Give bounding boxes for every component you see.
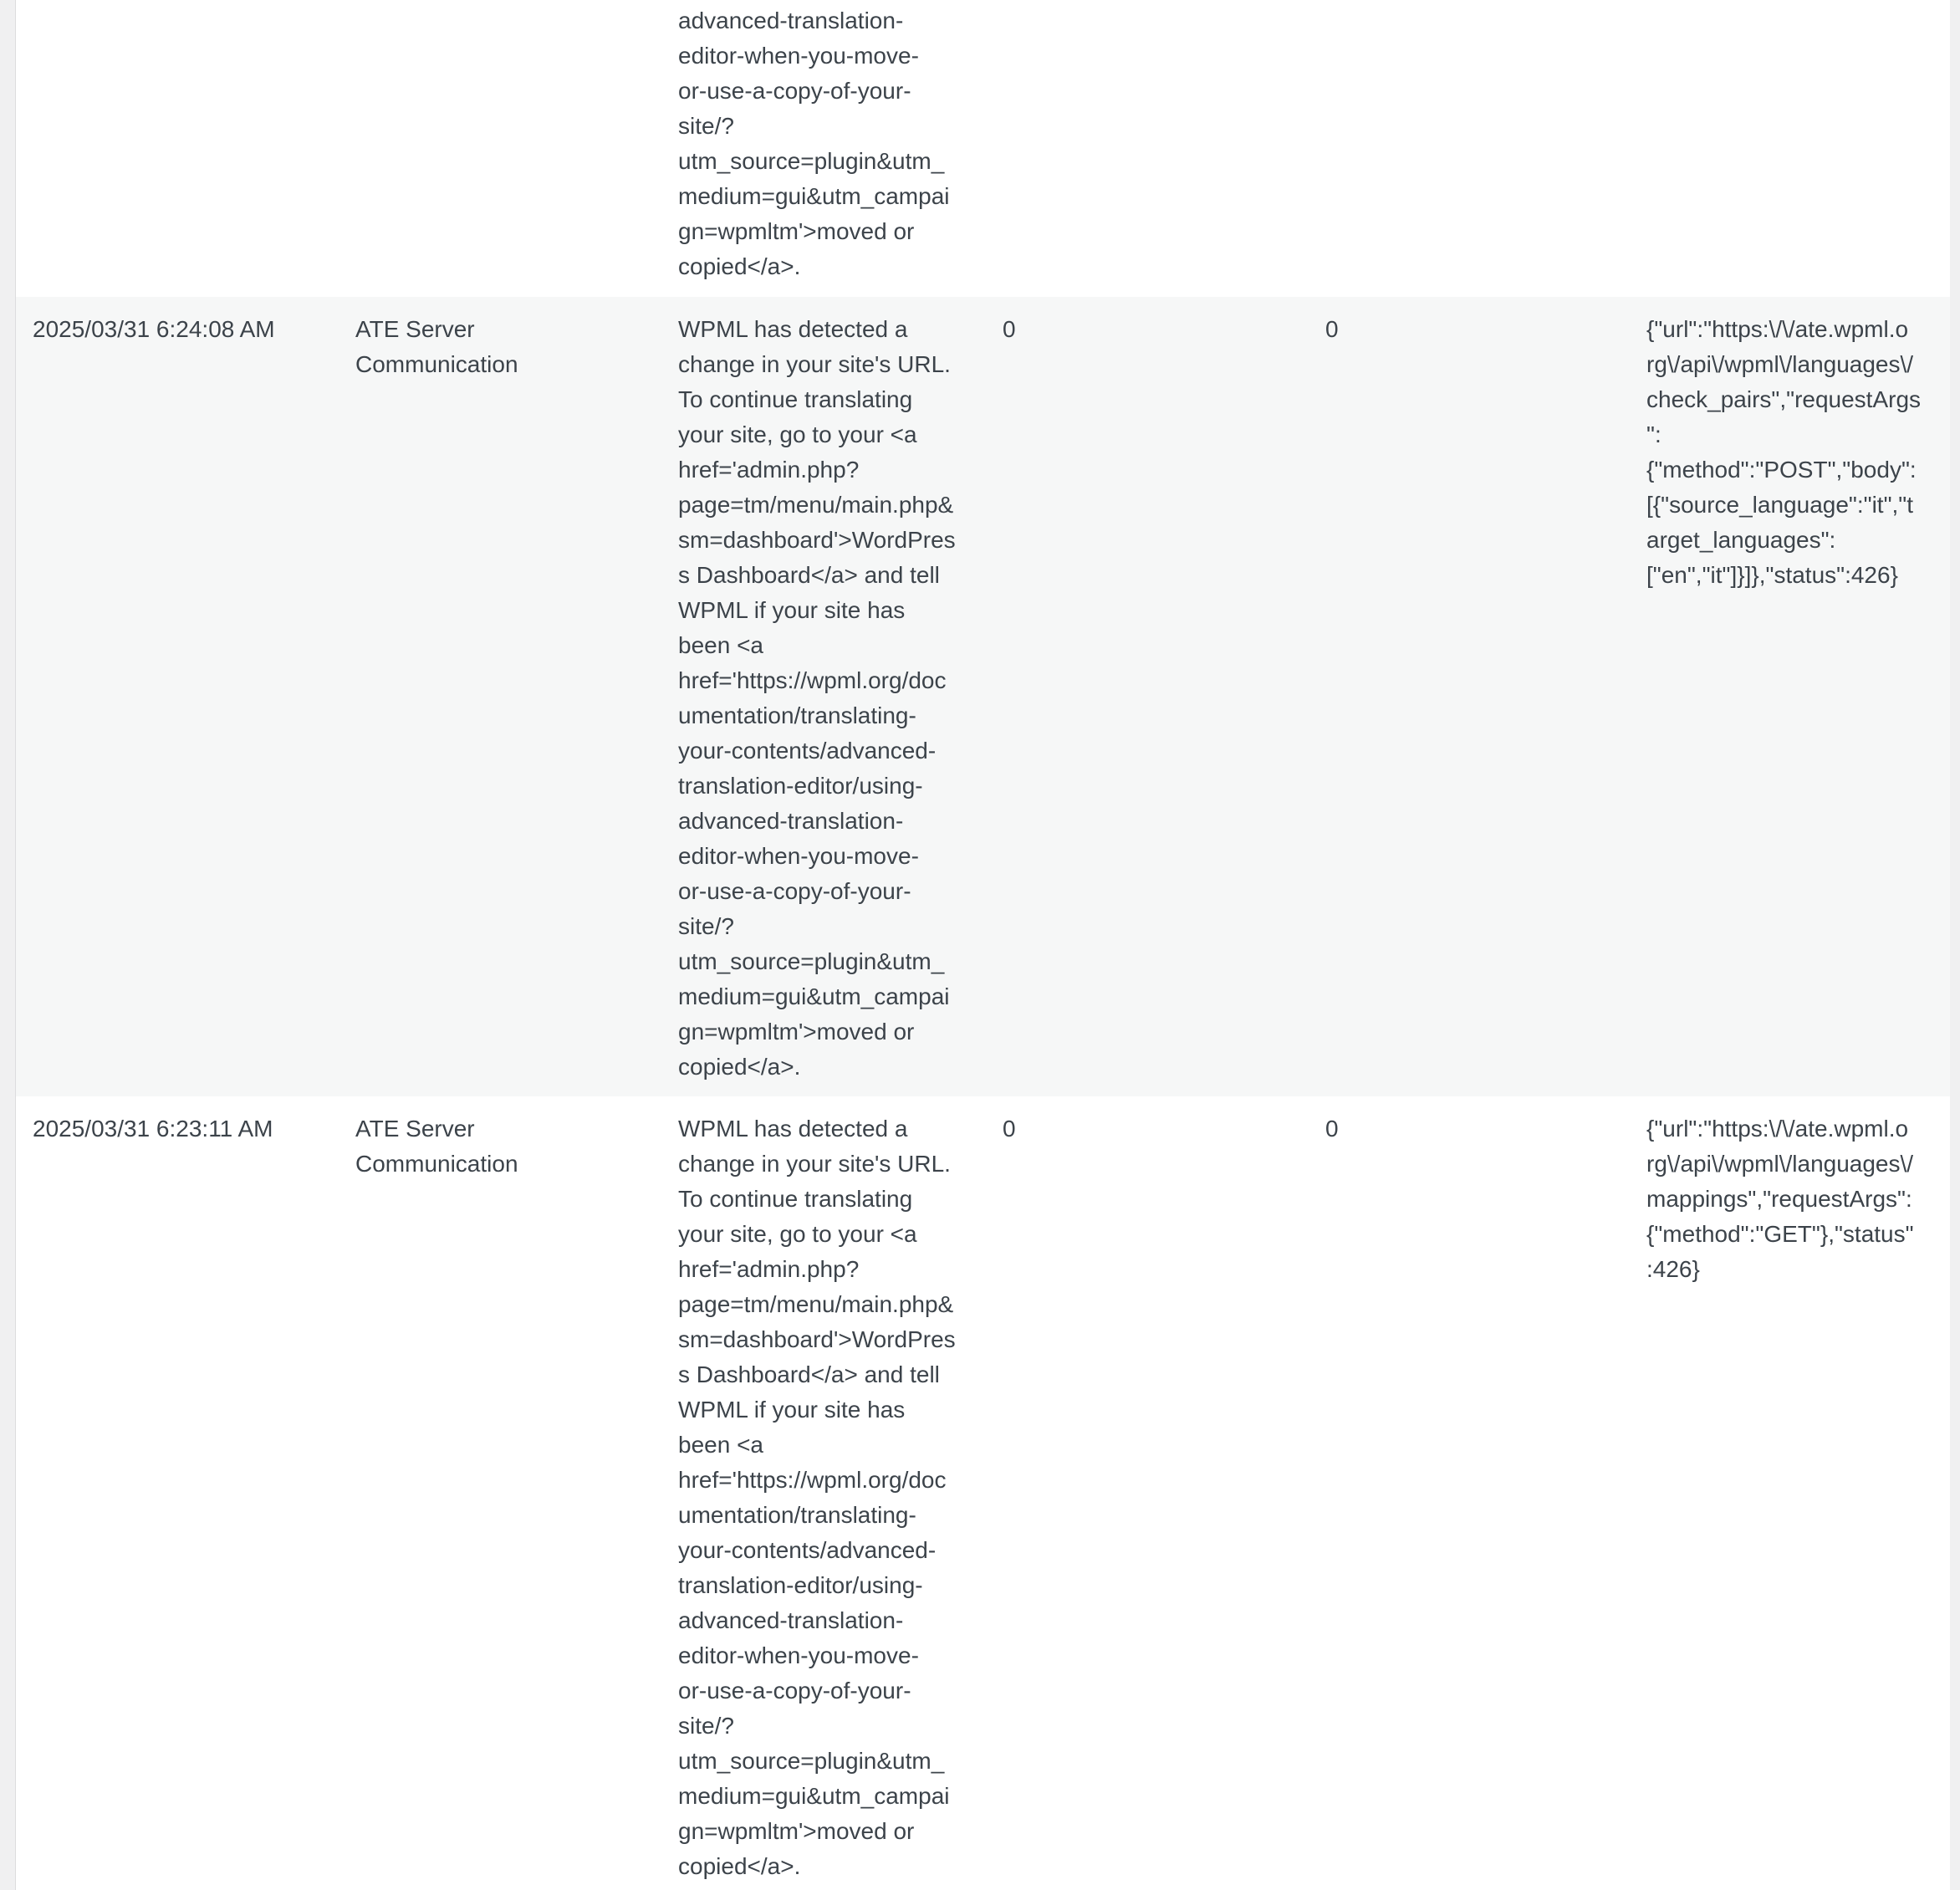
log-component: ATE Server Communication <box>355 1116 518 1177</box>
table-row <box>16 1096 1950 1890</box>
log-date: 2025/03/31 6:23:11 AM <box>33 1116 273 1142</box>
log-count: 0 <box>1325 1116 1339 1142</box>
log-description: WPML has detected a change in your site's URL. To continue translating your site, go to your <a href='admin.php? page=tm/menu/main.php& sm=dashboard'>WordPres s Dashboard</a> and tell WPML if your site has been <a href='https://wpml.org/doc umentation/translating- your-contents/advanced- translation-editor/using- advanced-translation- editor-when-you-move- or-use-a-copy-of-your- site/? utm_source=plugin&utm_ medium=gui&utm_campai gn=wpmltm'>moved or copied</a>. <box>678 1116 956 1879</box>
table-row <box>16 297 1950 1096</box>
log-component: ATE Server Communication <box>355 316 518 377</box>
log-date: 2025/03/31 6:24:08 AM <box>33 316 275 342</box>
log-description: WPML has detected a change in your site's URL. To continue translating your site, go to your <a href='admin.php? page=tm/menu/main.php& sm=dashboard'>WordPres s Dashboard</a> and tell WPML if your site has been <a href='https://wpml.org/doc umentation/translating- your-contents/advanced- translation-editor/using- advanced-translation- editor-when-you-move- or-use-a-copy-of-your- site/? utm_source=plugin&utm_ medium=gui&utm_campai gn=wpmltm'>moved or copied</a>. <box>678 316 956 1080</box>
log-extra-data: {"url":"https:\/\/ate.wpml.o rg\/api\/wpml\/languages\/ check_pairs","requestArgs ": {"method":"POST","body": [{"source_language":"it","t arget_languages": ["en","it"]}]},"status":426} <box>1646 316 1922 588</box>
log-count: 0 <box>1325 316 1339 342</box>
log-count: 0 <box>1003 316 1016 342</box>
log-description: advanced-translation- editor-when-you-move- or-use-a-copy-of-your- site/? utm_source=plugin&utm_ medium=gui&utm_campai gn=wpmltm'>moved or copied</a>. <box>678 8 950 279</box>
log-count: 0 <box>1003 1116 1016 1142</box>
log-table <box>15 0 1950 1890</box>
log-extra-data: {"url":"https:\/\/ate.wpml.o rg\/api\/wpml\/languages\/ mappings","requestArgs": {"method":"GET"},"status" :426} <box>1646 1116 1914 1282</box>
table-row <box>16 0 1950 297</box>
